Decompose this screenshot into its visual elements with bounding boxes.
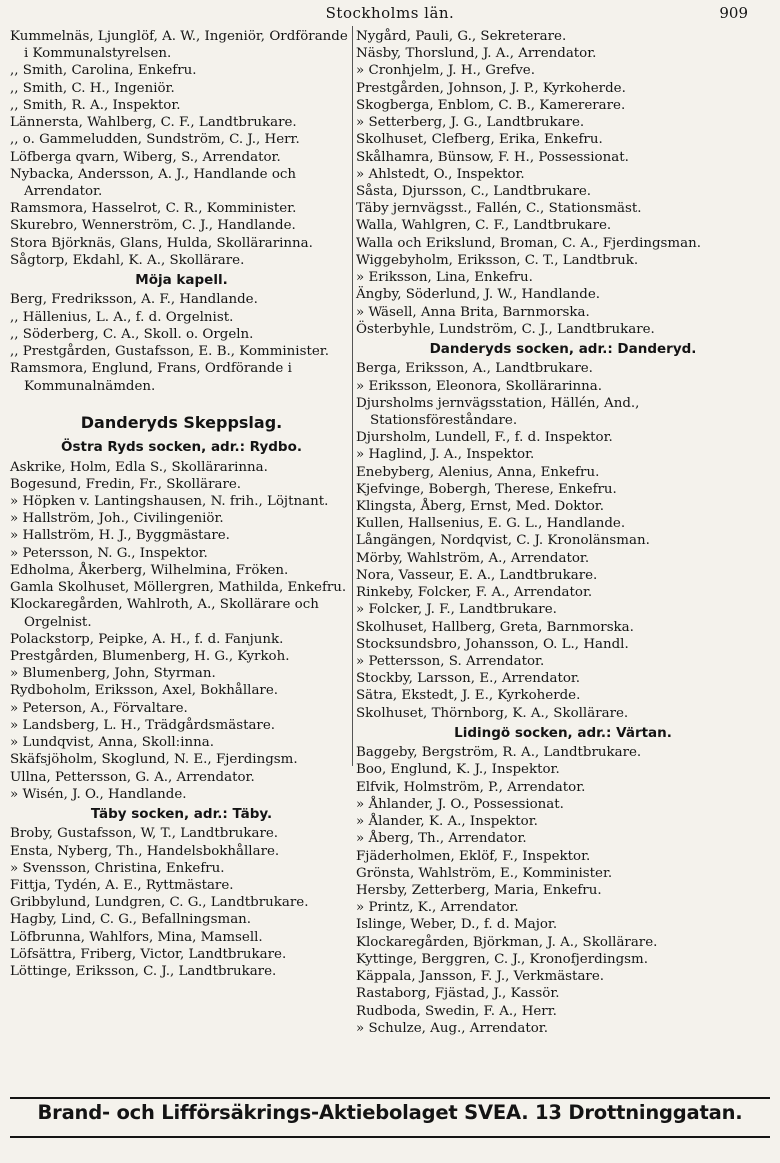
- directory-entry: Rudboda, Swedin, F. A., Herr.: [356, 1003, 557, 1019]
- directory-entry: Nygård, Pauli, G., Sekreterare.: [356, 29, 567, 44]
- directory-entry: Boo, Englund, K. J., Inspektor.: [356, 762, 560, 778]
- directory-entry: Klingsta, Åberg, Ernst, Med. Doktor.: [356, 499, 604, 515]
- directory-entry: Österbyhle, Lundström, C. J., Landtbrukare.: [356, 321, 655, 337]
- directory-entry: Wiggebyholm, Eriksson, C. T., Landtbruk.: [356, 252, 639, 268]
- directory-entry: Fjäderholmen, Eklöf, F., Inspektor.: [356, 848, 591, 864]
- directory-entry: Gribbylund, Lundgren, C. G., Landtbrukare.: [10, 895, 309, 911]
- directory-entry: Ängby, Söderlund, J. W., Handlande.: [356, 287, 601, 303]
- directory-entry: Walla, Wahlgren, C. F., Landtbrukare.: [356, 218, 612, 234]
- directory-entry: Löttinge, Eriksson, C. J., Landtbrukare.: [10, 964, 277, 980]
- directory-entry: Kyttinge, Berggren, C. J., Kronofjerdingsm.: [356, 951, 649, 967]
- directory-entry: Enebyberg, Alenius, Anna, Enkefru.: [356, 464, 600, 480]
- page-number: 909: [719, 4, 748, 22]
- directory-entry: Löfsättra, Friberg, Victor, Landtbrukare.: [10, 946, 287, 962]
- directory-entry: ,, Smith, R. A., Inspektor.: [10, 97, 181, 113]
- section-heading: Täby socken, adr.: Täby.: [90, 805, 273, 822]
- directory-entry: Djursholms jernvägsstation, Hällén, And., Stationsföreståndare.: [356, 395, 640, 428]
- directory-entry: Islinge, Weber, D., f. d. Major.: [356, 917, 558, 933]
- directory-entry: Elfvik, Holmström, P., Arrendator.: [356, 779, 586, 795]
- directory-entry: Kjefvinge, Bobergh, Therese, Enkefru.: [356, 481, 617, 497]
- directory-entry: » Eriksson, Eleonora, Skollärarinna.: [356, 378, 603, 394]
- directory-entry: Käppala, Jansson, F. J., Verkmästare.: [356, 969, 605, 985]
- directory-entry: Grönsta, Wahlström, E., Komminister.: [356, 865, 613, 881]
- section-heading: Lidingö socken, adr.: Värtan.: [454, 724, 672, 741]
- directory-entry: ,, Prestgården, Gustafsson, E. B., Komminister.: [10, 344, 329, 360]
- directory-entry: Ullna, Pettersson, G. A., Arrendator.: [10, 769, 255, 785]
- section-heading: Danderyds socken, adr.: Danderyd.: [429, 340, 697, 357]
- directory-entry: Nybacka, Andersson, A. J., Handlande och Arrendator.: [10, 166, 297, 199]
- directory-entry: Täby jernvägsst., Fallén, C., Stationsmäst.: [356, 201, 642, 217]
- directory-entry: » Schulze, Aug., Arrendator.: [356, 1020, 548, 1036]
- directory-entry: » Wäsell, Anna Brita, Barnmorska.: [356, 304, 590, 320]
- directory-entry: Såsta, Djursson, C., Landtbrukare.: [356, 183, 592, 199]
- directory-entry: ,, Söderberg, C. A., Skoll. o. Orgeln.: [10, 326, 254, 342]
- directory-entry: Skålhamra, Bünsow, F. H., Possessionat.: [356, 149, 629, 165]
- directory-entry: » Blumenberg, John, Styrman.: [10, 666, 216, 682]
- directory-entry: Sågtorp, Ekdahl, K. A., Skollärare.: [10, 252, 245, 268]
- directory-entry: ,, o. Gammeludden, Sundström, C. J., Herr.: [10, 132, 300, 148]
- directory-entry: Löfberga qvarn, Wiberg, S., Arrendator.: [10, 149, 281, 165]
- directory-entry: Askrike, Holm, Edla S., Skollärarinna.: [10, 459, 268, 475]
- directory-entry: Nora, Vasseur, E. A., Landtbrukare.: [356, 567, 598, 583]
- directory-entry: » Åberg, Th., Arrendator.: [356, 831, 527, 847]
- directory-entry: Skolhuset, Hallberg, Greta, Barnmorska.: [356, 619, 634, 635]
- directory-entry: ,, Smith, Carolina, Enkefru.: [10, 63, 197, 79]
- directory-entry: » Peterson, A., Förvaltare.: [10, 700, 188, 716]
- directory-entry: » Eriksson, Lina, Enkefru.: [356, 270, 533, 286]
- directory-entry: ,, Smith, C. H., Ingeniör.: [10, 80, 175, 96]
- directory-entry: Edholma, Åkerberg, Wilhelmina, Fröken.: [10, 562, 289, 578]
- directory-entry: Skäfsjöholm, Skoglund, N. E., Fjerdingsm.: [10, 752, 298, 768]
- directory-entry: » Petersson, N. G., Inspektor.: [10, 545, 208, 561]
- directory-entry: » Hallström, Joh., Civilingeniör.: [10, 511, 224, 527]
- right-column: [356, 28, 770, 1037]
- directory-entry: » Printz, K., Arrendator.: [356, 900, 519, 916]
- directory-entry: Långängen, Nordqvist, C. J. Kronolänsman.: [356, 533, 650, 549]
- directory-entry: Bogesund, Fredin, Fr., Skollärare.: [10, 476, 242, 492]
- section-heading: Möja kapell.: [135, 272, 228, 289]
- directory-entry: Djursholm, Lundell, F., f. d. Inspektor.: [356, 430, 613, 446]
- directory-entry: Stora Björknäs, Glans, Hulda, Skollärarinna.: [10, 235, 313, 251]
- directory-entry: Hersby, Zetterberg, Maria, Enkefru.: [356, 882, 602, 898]
- page-header: [0, 0, 780, 30]
- directory-entry: Prestgården, Johnson, J. P., Kyrkoherde.: [356, 80, 626, 96]
- directory-entry: » Höpken v. Lantingshausen, N. frih., Löjtnant.: [10, 494, 329, 510]
- directory-entry: » Svensson, Christina, Enkefru.: [10, 860, 225, 876]
- directory-entry: Skurebro, Wennerström, C. J., Handlande.: [10, 218, 296, 234]
- directory-entry: Prestgården, Blumenberg, H. G., Kyrkoh.: [10, 649, 290, 665]
- directory-entry: Broby, Gustafsson, W, T., Landtbrukare.: [10, 826, 279, 842]
- directory-entry: » Landsberg, L. H., Trädgårdsmästare.: [10, 717, 276, 733]
- directory-entry: Berga, Eriksson, A., Landtbrukare.: [356, 361, 593, 377]
- advertisement-rule-bottom: [10, 1136, 770, 1138]
- directory-entry: Skolhuset, Clefberg, Erika, Enkefru.: [356, 132, 603, 148]
- directory-entry: » Ahlstedt, O., Inspektor.: [356, 166, 525, 182]
- directory-entry: Baggeby, Bergström, R. A., Landtbrukare.: [356, 745, 642, 761]
- directory-entry: Ramsmora, Englund, Frans, Ordförande i Kommunalnämden.: [10, 361, 292, 394]
- directory-entry: Berg, Fredriksson, A. F., Handlande.: [10, 292, 258, 308]
- directory-entry: Rydboholm, Eriksson, Axel, Bokhållare.: [10, 683, 279, 699]
- directory-entry: Stocksundsbro, Johansson, O. L., Handl.: [356, 636, 629, 652]
- section-heading: Östra Ryds socken, adr.: Rydbo.: [61, 439, 302, 456]
- directory-entry: Skogberga, Enblom, C. B., Kamererare.: [356, 97, 626, 113]
- directory-entry: » Lundqvist, Anna, Skoll:inna.: [10, 735, 214, 751]
- directory-entry: » Åhlander, J. O., Possessionat.: [356, 796, 564, 812]
- directory-entry: Kullen, Hallsenius, E. G. L., Handlande.: [356, 516, 626, 532]
- directory-entry: Sätra, Ekstedt, J. E., Kyrkoherde.: [356, 688, 581, 704]
- directory-entry: Stockby, Larsson, E., Arrendator.: [356, 671, 581, 687]
- directory-entry: Kummelnäs, Ljunglöf, A. W., Ingeniör, Ordförande i Kommunalstyrelsen.: [10, 29, 348, 62]
- directory-entry: » Hallström, H. J., Byggmästare.: [10, 528, 230, 544]
- running-title: Stockholms län.: [325, 4, 455, 22]
- directory-entry: Klockaregården, Björkman, J. A., Skollärare.: [356, 934, 658, 950]
- directory-entry: » Pettersson, S. Arrendator.: [356, 654, 545, 669]
- directory-entry: » Haglind, J. A., Inspektor.: [356, 447, 535, 463]
- district-heading: Danderyds Skeppslag.: [80, 412, 283, 432]
- directory-entry: » Cronhjelm, J. H., Grefve.: [356, 63, 535, 79]
- directory-entry: Walla och Erikslund, Broman, C. A., Fjerdingsman.: [356, 235, 701, 251]
- directory-entry: » Wisén, J. O., Handlande.: [10, 786, 187, 802]
- directory-entry: Ramsmora, Hasselrot, C. R., Komminister.: [10, 201, 297, 217]
- directory-entry: » Setterberg, J. G., Landtbrukare.: [356, 115, 585, 131]
- directory-entry: Rinkeby, Folcker, F. A., Arrendator.: [356, 585, 593, 601]
- directory-entry: » Folcker, J. F., Landtbrukare.: [356, 602, 557, 618]
- directory-entry: Lännersta, Wahlberg, C. F., Landtbrukare.: [10, 115, 297, 131]
- directory-entry: Fittja, Tydén, A. E., Ryttmästare.: [10, 877, 234, 893]
- advertisement-rule-top: [10, 1097, 770, 1099]
- directory-entry: Näsby, Thorslund, J. A., Arrendator.: [356, 46, 597, 62]
- advertisement: Brand- och Lifförsäkrings-Aktiebolaget SVEA. 13 Drottninggatan.: [37, 1101, 743, 1124]
- column-divider: [352, 26, 353, 766]
- directory-entry: Gamla Skolhuset, Möllergren, Mathilda, Enkefru.: [10, 580, 347, 596]
- spacer: [10, 395, 353, 401]
- directory-entry: Mörby, Wahlström, A., Arrendator.: [356, 550, 590, 566]
- directory-entry: Ensta, Nyberg, Th., Handelsbokhållare.: [10, 843, 280, 859]
- directory-entry: Skolhuset, Thörnborg, K. A., Skollärare.: [356, 705, 629, 721]
- directory-entry: » Ålander, K. A., Inspektor.: [356, 814, 538, 830]
- directory-entry: ,, Hällenius, L. A., f. d. Orgelnist.: [10, 309, 234, 325]
- directory-entry: Klockaregården, Wahlroth, A., Skollärare och Orgelnist.: [10, 597, 319, 630]
- directory-entry: Polackstorp, Peipke, A. H., f. d. Fanjunk.: [10, 631, 284, 647]
- directory-entry: Rastaborg, Fjästad, J., Kassör.: [356, 986, 560, 1002]
- directory-entry: Löfbrunna, Wahlfors, Mina, Mamsell.: [10, 929, 263, 945]
- left-column: [10, 28, 353, 980]
- directory-entry: Hagby, Lind, C. G., Befallningsman.: [10, 912, 252, 928]
